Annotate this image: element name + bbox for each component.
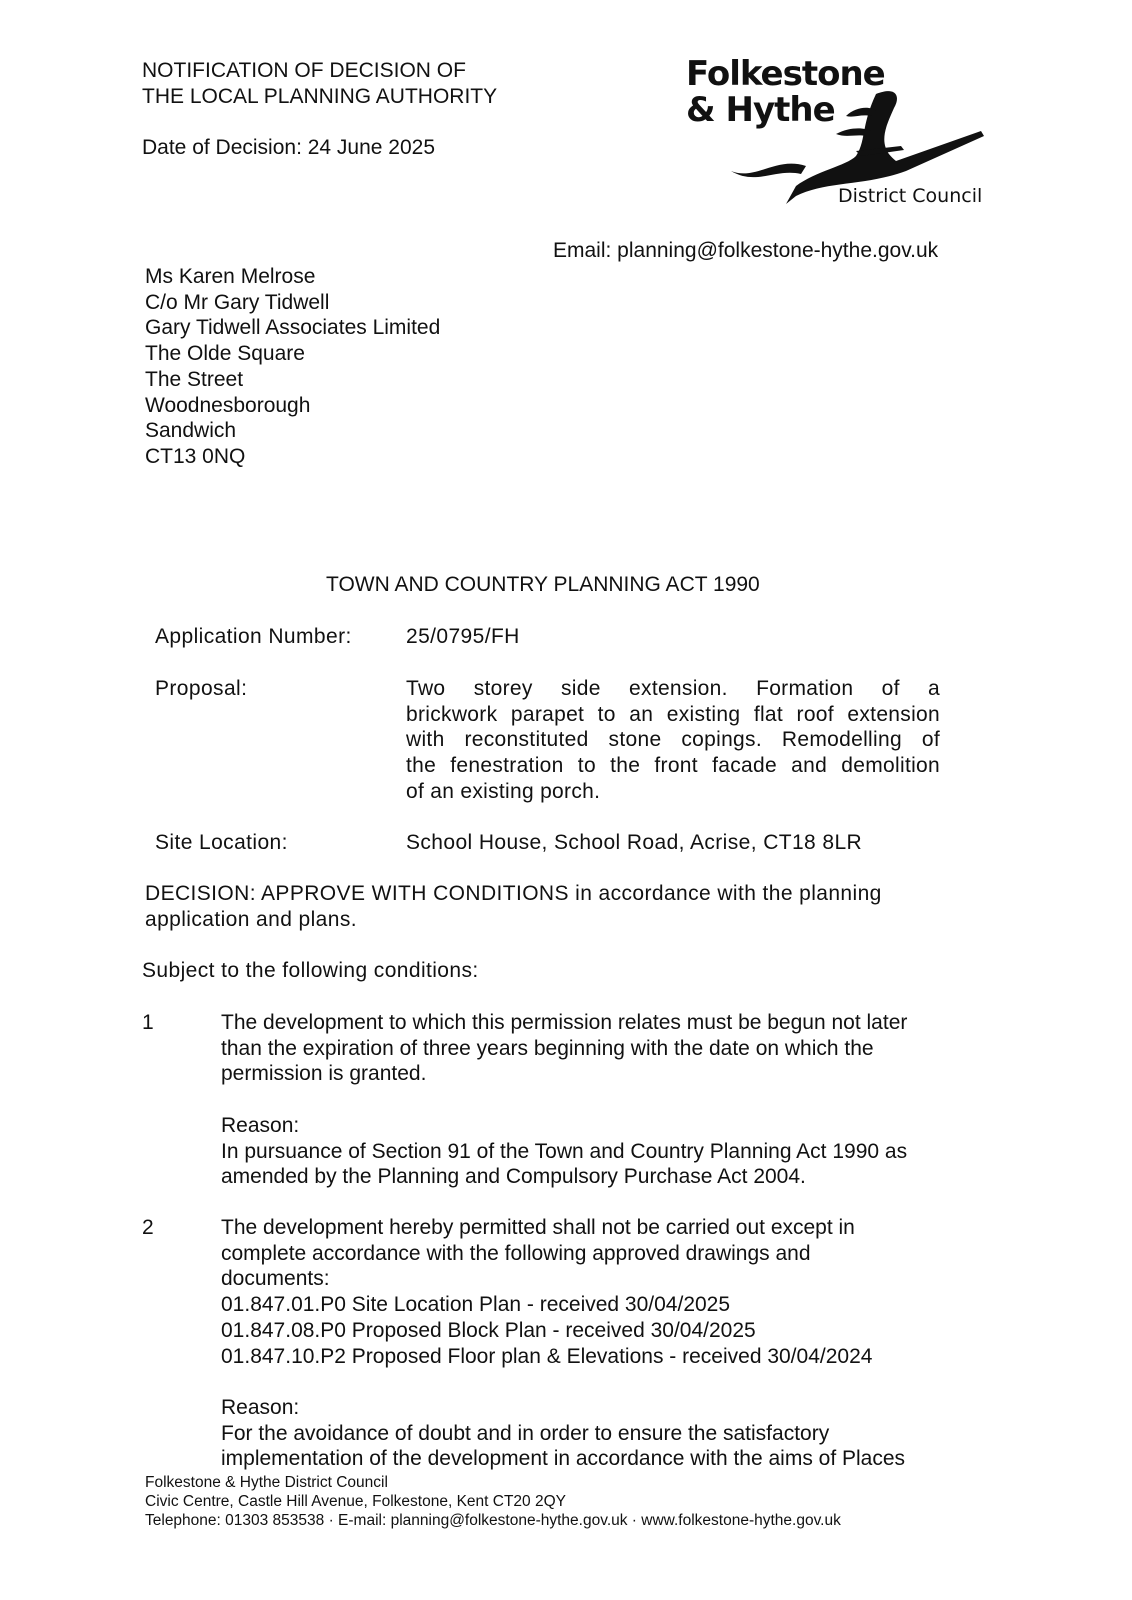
app-number-label: Application Number: [155,625,352,648]
date-of-decision: Date of Decision: 24 June 2025 [142,136,436,159]
reason-line: In pursuance of Section 91 of the Town and Country Planning Act 1990 as [221,1139,908,1163]
site-value: School House, School Road, Acrise, CT18 8LR [406,831,863,854]
proposal-line: of an existing porch. [406,779,601,803]
address-line: C/o Mr Gary Tidwell [145,290,330,314]
reason-line: implementation of the development in accordance with the aims of Places [221,1447,906,1471]
decision-line: application and plans. [145,907,357,931]
address-line: The Street [145,367,244,391]
reason-line: For the avoidance of doubt and in order to ensure the satisfactory [221,1421,830,1445]
heading-line: NOTIFICATION OF DECISION OF [142,59,466,82]
council-logo [686,56,986,216]
decision [145,881,882,932]
address-line: Sandwich [145,419,237,443]
condition-line: documents: [221,1267,330,1291]
footer-line: Telephone: 01303 853538 · E-mail: planning@folkestone-hythe.gov.uk · www.folkestone-hythe.gov.uk [145,1512,841,1529]
heading-line: THE LOCAL PLANNING AUTHORITY [142,84,498,108]
proposal-line: with reconstituted stone copings. Remodelling of [406,728,940,752]
proposal-text [406,676,940,805]
condition-1 [221,1010,907,1190]
proposal-line: the fenestration to the front facade and demolition [406,754,940,778]
condition-line: than the expiration of three years beginning with the date on which the [221,1036,874,1060]
reason-label: Reason: [221,1395,300,1419]
condition-1-number: 1 [142,1011,154,1034]
drawing-line: 01.847.01.P0 Site Location Plan - received 30/04/2025 [221,1293,731,1317]
decision-line: DECISION: APPROVE WITH CONDITIONS in accordance with the planning [145,882,882,905]
logo-text: & Hythe [686,90,835,130]
drawing-line: 01.847.10.P2 Proposed Floor plan & Elevations - received 30/04/2024 [221,1344,873,1368]
reason-line: amended by the Planning and Compulsory Purchase Act 2004. [221,1165,806,1189]
page-footer [145,1473,841,1530]
address-line: The Olde Square [145,342,305,366]
condition-2 [221,1215,905,1472]
drawing-line: 01.847.08.P0 Proposed Block Plan - received 30/04/2025 [221,1318,756,1342]
site-label: Site Location: [155,831,288,854]
footer-line: Folkestone & Hythe District Council [145,1474,388,1491]
address-line: Gary Tidwell Associates Limited [145,316,441,340]
proposal-line: Two storey side extension. Formation of a [406,677,940,700]
address-line: CT13 0NQ [145,444,246,468]
footer-line: Civic Centre, Castle Hill Avenue, Folkestone, Kent CT20 2QY [145,1493,566,1510]
address-line: Woodnesborough [145,393,311,417]
reason-label: Reason: [221,1113,300,1137]
logo-subtext: District Council [838,185,983,207]
proposal-label: Proposal: [155,677,248,700]
condition-line: The development to which this permission relates must be begun not later [221,1011,908,1034]
condition-2-number: 2 [142,1216,154,1239]
condition-line: permission is granted. [221,1062,427,1086]
app-number-value: 25/0795/FH [406,625,520,648]
condition-line: The development hereby permitted shall not be carried out except in [221,1216,855,1239]
act-title: TOWN AND COUNTRY PLANNING ACT 1990 [326,573,760,596]
condition-line: complete accordance with the following approved drawings and [221,1241,811,1265]
notification-heading [142,58,497,109]
recipient-address [145,264,440,470]
address-line: Ms Karen Melrose [145,265,316,288]
conditions-intro: Subject to the following conditions: [142,959,479,982]
logo-text: Folkestone [686,54,885,94]
proposal-line: brickwork parapet to an existing flat roof extension [406,702,940,726]
email-line: Email: planning@folkestone-hythe.gov.uk [553,239,939,262]
